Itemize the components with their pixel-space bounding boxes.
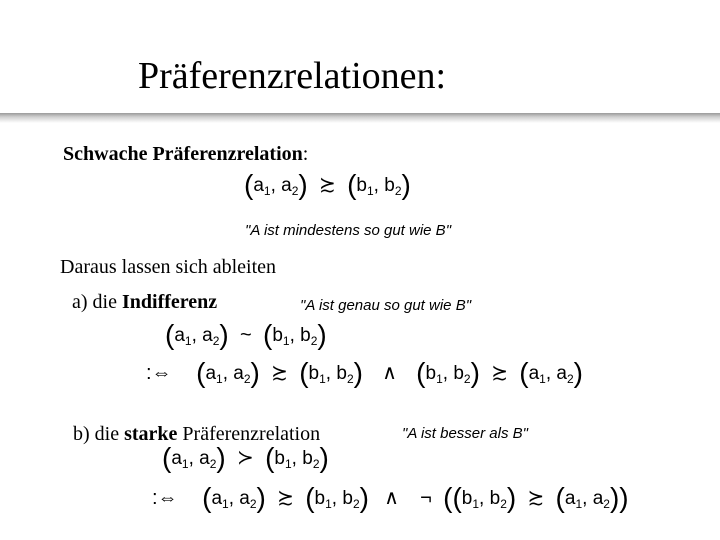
derive-text: Daraus lassen sich ableiten — [60, 256, 277, 278]
weak-preference-symbol: ≿ — [319, 174, 336, 196]
weak-preference-label: Schwache Präferenzrelation — [63, 143, 303, 165]
indifference-quote: "A ist genau so gut wie B" — [300, 297, 472, 314]
title-divider — [0, 113, 720, 123]
not-symbol: ¬ — [420, 487, 432, 509]
weak-preference-formula: ($a_1$, $a_2$) ≿ ($b_1$, $b_2$) — [244, 169, 411, 200]
iff-symbol: :⇔ — [146, 362, 172, 384]
page-title: Präferenzrelationen: — [138, 55, 447, 97]
indifference-heading: a) die Indifferenz — [72, 291, 218, 313]
strict-preference-definition: :⇔ ($a_1$, $a_2$) ≿ ($b_1$, $b_2$) ∧ ¬ (($b_1$, $b_2$) ≿ ($a_1$, $a_2$)) — [152, 482, 629, 513]
indifference-symbol: ~ — [240, 324, 252, 346]
and-symbol: ∧ — [382, 362, 397, 384]
weak-preference-colon: : — [302, 143, 309, 165]
strict-preference-formula: ($a_1$, $a_2$) ≻ ($b_1$, $b_2$) — [162, 442, 329, 473]
strict-preference-symbol: ≻ — [237, 447, 254, 469]
strict-preference-quote: "A ist besser als B" — [402, 425, 528, 442]
weak-preference-quote: "A ist mindestens so gut wie B" — [245, 222, 452, 239]
weak-preference-heading — [63, 142, 308, 166]
indifference-definition: :⇔ ($a_1$, $a_2$) ≿ ($b_1$, $b_2$) ∧ ($b_1$, $b_2$) ≿ ($a_1$, $a_2$) — [146, 357, 583, 388]
strict-preference-heading: b) die starke Präferenzrelation — [73, 423, 321, 445]
indifference-formula: ($a_1$, $a_2$) ~ ($b_1$, $b_2$) — [165, 319, 327, 350]
